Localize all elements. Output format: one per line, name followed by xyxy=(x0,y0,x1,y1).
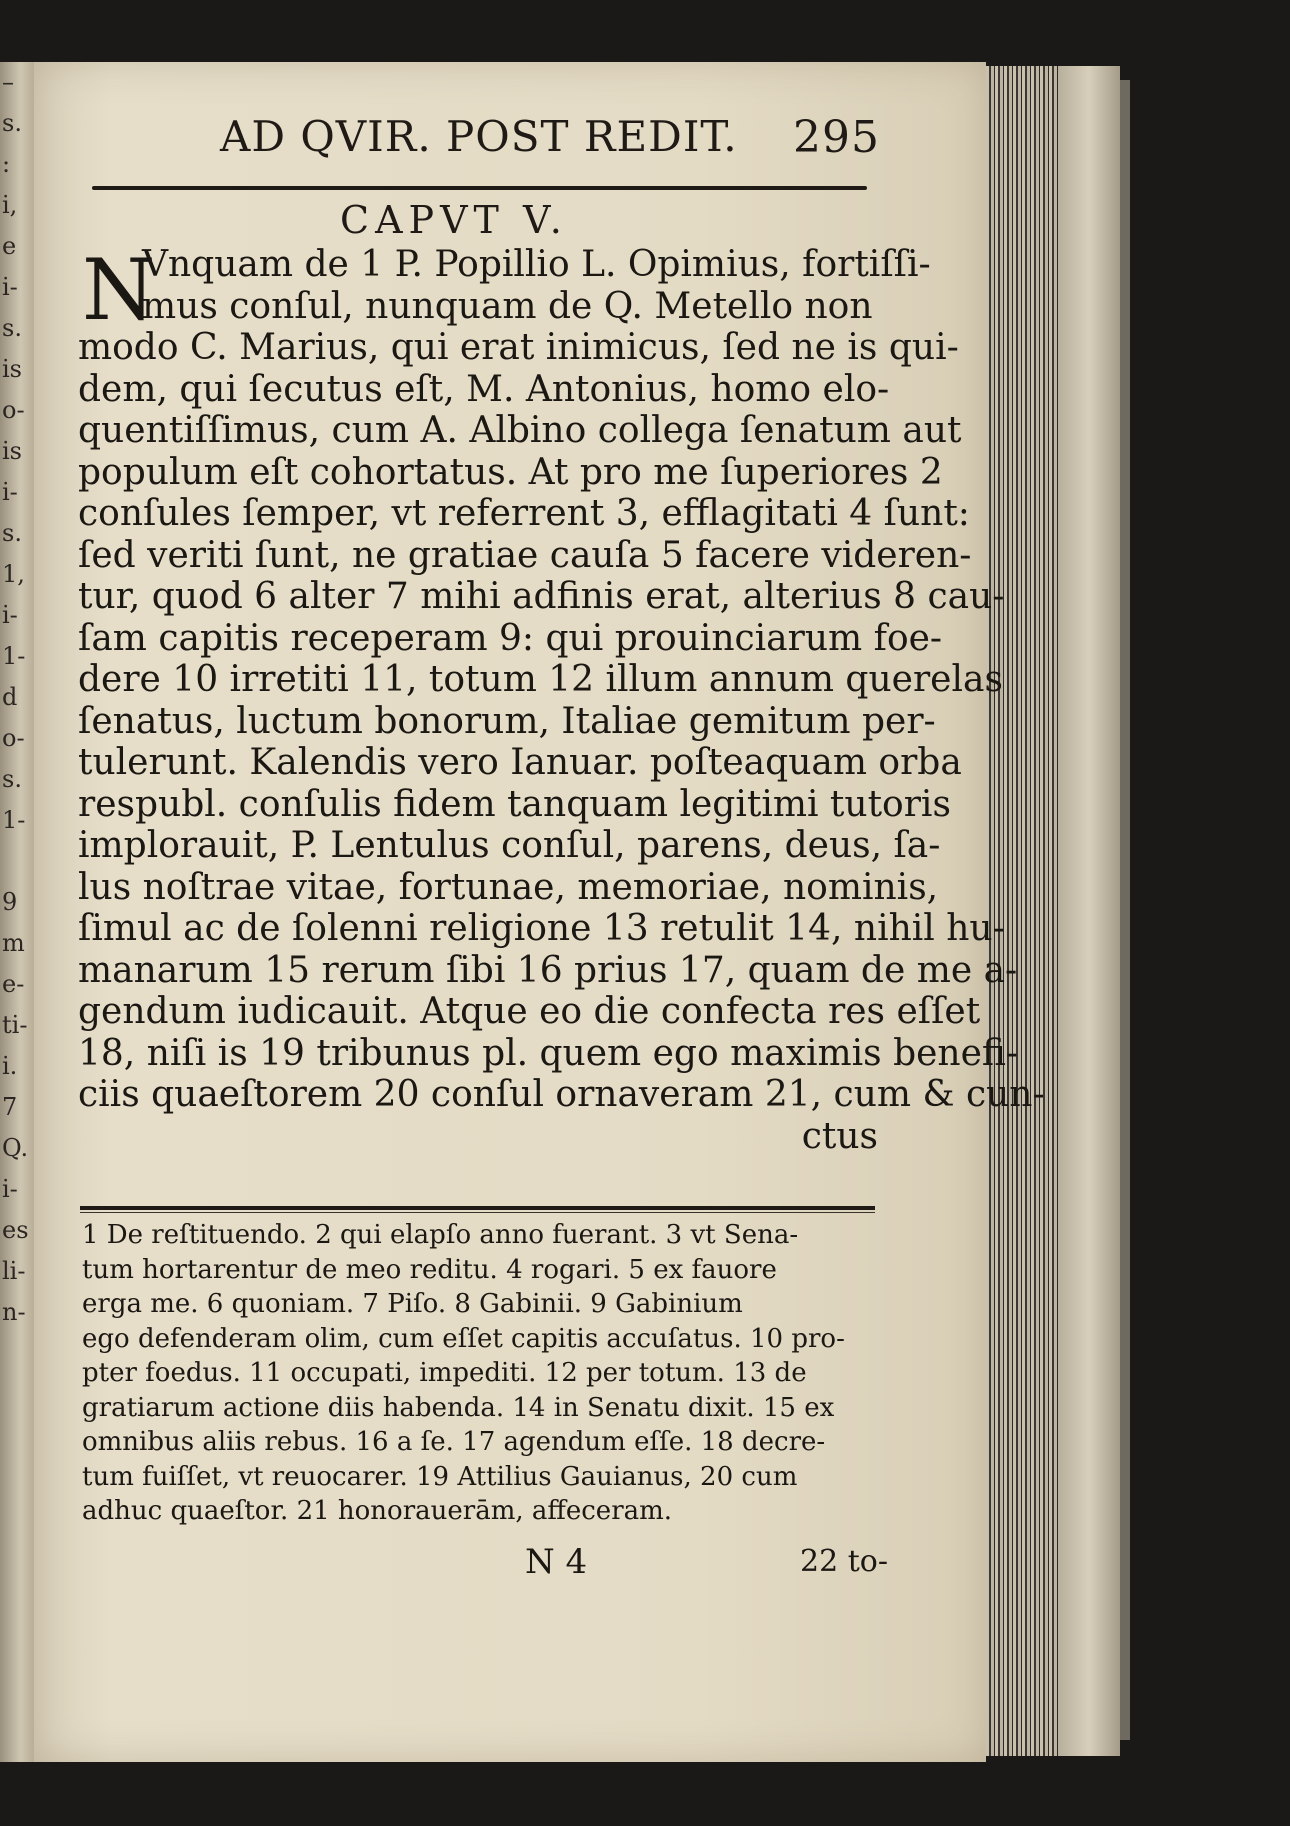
footnote-line: tum fuiſſet, vt reuocarer. 19 Attilius Gauianus, 20 cum xyxy=(82,1461,798,1492)
footnote-line: erga me. 6 quoniam. 7 Piſo. 8 Gabinii. 9 Gabinium xyxy=(82,1289,743,1319)
left-page-edge xyxy=(0,62,35,1762)
text-line: ſimul ac de ſolenni religione 13 retulit 14, nihil hu- xyxy=(78,908,1005,949)
text-line: modo C. Marius, qui erat inimicus, ſed ne is qui- xyxy=(78,327,959,368)
text-line: gendum iudicauit. Atque eo die confecta res eſſet xyxy=(78,991,981,1032)
text-line: quentiſſimus, cum A. Albino collega ſenatum aut xyxy=(78,410,962,451)
left-edge-fragment xyxy=(2,841,32,882)
text-line: ſenatus, luctum bonorum, Italiae gemitum per- xyxy=(78,700,936,742)
left-edge-fragment: d xyxy=(2,683,18,711)
footnote-rule-thin xyxy=(80,1212,875,1213)
left-edge-fragment: 1- xyxy=(2,806,26,834)
text-line: mus conſul, nunquam de Q. Metello non xyxy=(142,285,873,327)
text-line: respubl. conſulis fidem tanquam legitimi tutoris xyxy=(78,783,951,825)
left-edge-fragment: s. xyxy=(2,765,22,793)
text-line: implorauit, P. Lentulus conſul, parens, deus, ſa- xyxy=(78,825,941,866)
left-edge-fragment: is xyxy=(2,437,22,465)
footnote-line: pter foedus. 11 occupati, impediti. 12 per totum. 13 de xyxy=(82,1358,807,1388)
footnote-line: gratiarum actione diis habenda. 14 in Senatu dixit. 15 ex xyxy=(82,1392,835,1423)
footnote-line: 1 De reſtituendo. 2 qui elapſo anno fuerant. 3 vt Sena- xyxy=(82,1220,799,1250)
left-edge-fragment: 1- xyxy=(2,642,26,670)
left-edge-fragment: e xyxy=(2,232,17,260)
left-edge-fragment: s. xyxy=(2,519,22,547)
catchword: 22 to- xyxy=(800,1544,888,1579)
left-page-text-fragments xyxy=(2,62,32,1762)
left-edge-fragment: – xyxy=(2,68,14,96)
text-line: ſam capitis receperam 9: qui prouinciarum foe- xyxy=(78,617,943,659)
left-edge-fragment: o- xyxy=(2,396,25,424)
text-line: populum eſt cohortatus. At pro me ſuperiores 2 xyxy=(78,451,943,493)
left-edge-fragment: i- xyxy=(2,1175,18,1203)
text-line: lus noſtrae vitae, fortunae, memoriae, nominis, xyxy=(78,866,939,908)
footnote-line: ego defenderam olim, cum eſſet capitis accuſatus. 10 pro- xyxy=(82,1323,845,1354)
left-edge-fragment: i- xyxy=(2,478,18,506)
footnote-line: omnibus aliis rebus. 16 a ſe. 17 agendum eſſe. 18 decre- xyxy=(82,1427,826,1457)
left-edge-fragment: i. xyxy=(2,1052,18,1080)
text-line: tulerunt. Kalendis vero Ianuar. poſteaquam orba xyxy=(78,742,962,783)
left-edge-fragment: i- xyxy=(2,601,18,629)
header-rule xyxy=(92,186,867,190)
footnotes xyxy=(82,1218,882,1529)
left-edge-fragment: is xyxy=(2,355,22,383)
left-edge-fragment: es xyxy=(2,1216,29,1244)
text-line: conſules ſemper, vt referrent 3, efflagitati 4 ſunt: xyxy=(78,493,970,534)
left-edge-fragment: : xyxy=(2,150,11,178)
book-cover-edge xyxy=(1120,80,1130,1740)
footnote-line: adhuc quaeſtor. 21 honorauerām, affeceram. xyxy=(82,1496,673,1526)
chapter-heading: CAPVT V. xyxy=(340,198,568,242)
footnote-line: tum hortarentur de meo reditu. 4 rogari. 5 ex fauore xyxy=(82,1254,777,1285)
text-line: manarum 15 rerum ſibi 16 prius 17, quam de me a- xyxy=(78,949,1018,991)
text-line: dere 10 irretiti 11, totum 12 illum annum querelas xyxy=(78,659,1003,700)
left-edge-fragment: m xyxy=(2,929,25,957)
text-line: ciis quaeſtorem 20 conſul ornaveram 21, cum & cun- xyxy=(78,1074,1045,1115)
left-edge-fragment: 1, xyxy=(2,560,25,588)
left-edge-fragment: Q. xyxy=(2,1134,29,1162)
left-edge-fragment: i, xyxy=(2,191,18,219)
main-text xyxy=(78,241,1045,1157)
running-head xyxy=(210,112,880,164)
page-number: 295 xyxy=(793,112,880,163)
left-edge-fragment: ti- xyxy=(2,1011,28,1039)
text-line: ſed veriti ſunt, ne gratiae cauſa 5 facere videren- xyxy=(78,534,972,576)
text-line: ctus xyxy=(801,1115,878,1157)
left-edge-fragment: n- xyxy=(2,1298,26,1326)
left-edge-fragment: 7 xyxy=(2,1093,18,1121)
left-edge-fragment: e- xyxy=(2,970,25,998)
left-edge-fragment: li- xyxy=(2,1257,26,1285)
left-edge-fragment: 9 xyxy=(2,888,18,916)
drop-capital: N xyxy=(82,241,156,339)
signature-mark: N 4 xyxy=(525,1542,588,1582)
text-line: Vnquam de 1 P. Popillio L. Opimius, fortiſſi- xyxy=(142,244,931,285)
left-edge-fragment: i- xyxy=(2,273,18,301)
text-line: 18, niſi is 19 tribunus pl. quem ego maximis benefi- xyxy=(78,1032,1019,1074)
book-fore-edge xyxy=(1058,66,1120,1756)
left-edge-fragment: s. xyxy=(2,109,22,137)
left-edge-fragment: s. xyxy=(2,314,22,342)
text-line: dem, qui ſecutus eſt, M. Antonius, homo elo- xyxy=(78,368,890,410)
left-edge-fragment: o- xyxy=(2,724,25,752)
text-line: tur, quod 6 alter 7 mihi adfinis erat, alterius 8 cau- xyxy=(78,576,1005,617)
footnote-rule xyxy=(80,1206,875,1210)
running-title: AD QVIR. POST REDIT. xyxy=(220,112,738,161)
